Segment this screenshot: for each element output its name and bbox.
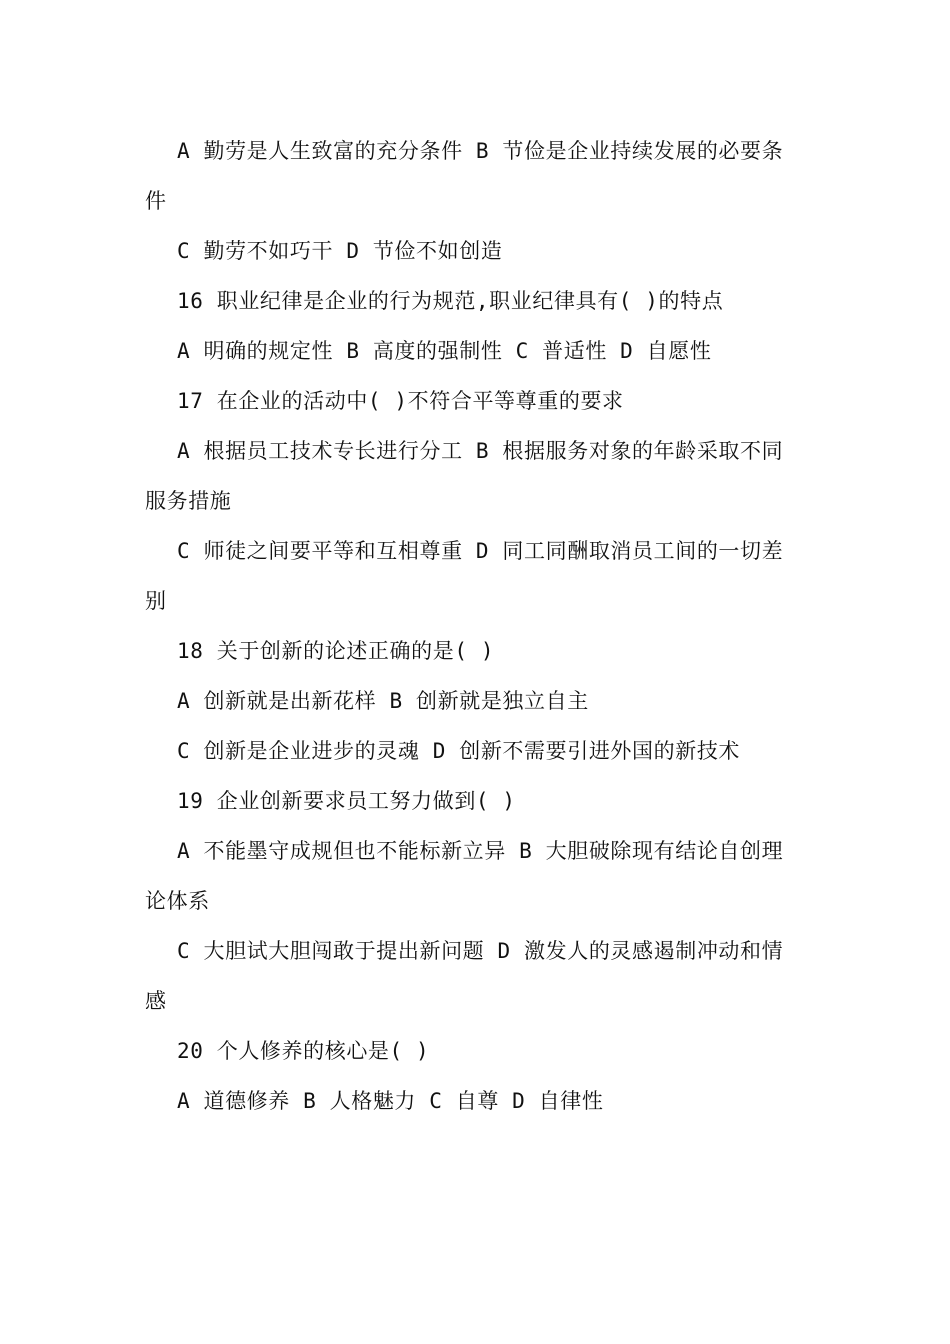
question-19: 19 企业创新要求员工努力做到( ) [177,789,516,813]
answer-options-19-ab: A 不能墨守成规但也不能标新立异 B 大胆破除现有结论自创理论体系 [145,839,784,913]
answer-options-20: A 道德修养 B 人格魅力 C 自尊 D 自律性 [177,1089,604,1113]
answer-options-16: A 明确的规定性 B 高度的强制性 C 普适性 D 自愿性 [177,339,712,363]
question-17: 17 在企业的活动中( )不符合平等尊重的要求 [177,389,624,413]
document-body [145,126,795,1126]
answer-options-15-cont: C 勤劳不如巧干 D 节俭不如创造 [177,239,503,263]
question-18: 18 关于创新的论述正确的是( ) [177,639,495,663]
question-20: 20 个人修养的核心是( ) [177,1039,430,1063]
answer-options-18-cd: C 创新是企业进步的灵魂 D 创新不需要引进外国的新技术 [177,739,741,763]
answer-options-18-ab: A 创新就是出新花样 B 创新就是独立自主 [177,689,589,713]
answer-options-19-cd: C 大胆试大胆闯敢于提出新问题 D 激发人的灵感遏制冲动和情感 [145,939,784,1013]
answer-options-15: A 勤劳是人生致富的充分条件 B 节俭是企业持续发展的必要条件 [145,139,784,213]
answer-options-17-cd: C 师徒之间要平等和互相尊重 D 同工同酬取消员工间的一切差别 [145,539,784,613]
answer-options-17-ab: A 根据员工技术专长进行分工 B 根据服务对象的年龄采取不同服务措施 [145,439,784,513]
question-16: 16 职业纪律是企业的行为规范,职业纪律具有( )的特点 [177,289,724,313]
